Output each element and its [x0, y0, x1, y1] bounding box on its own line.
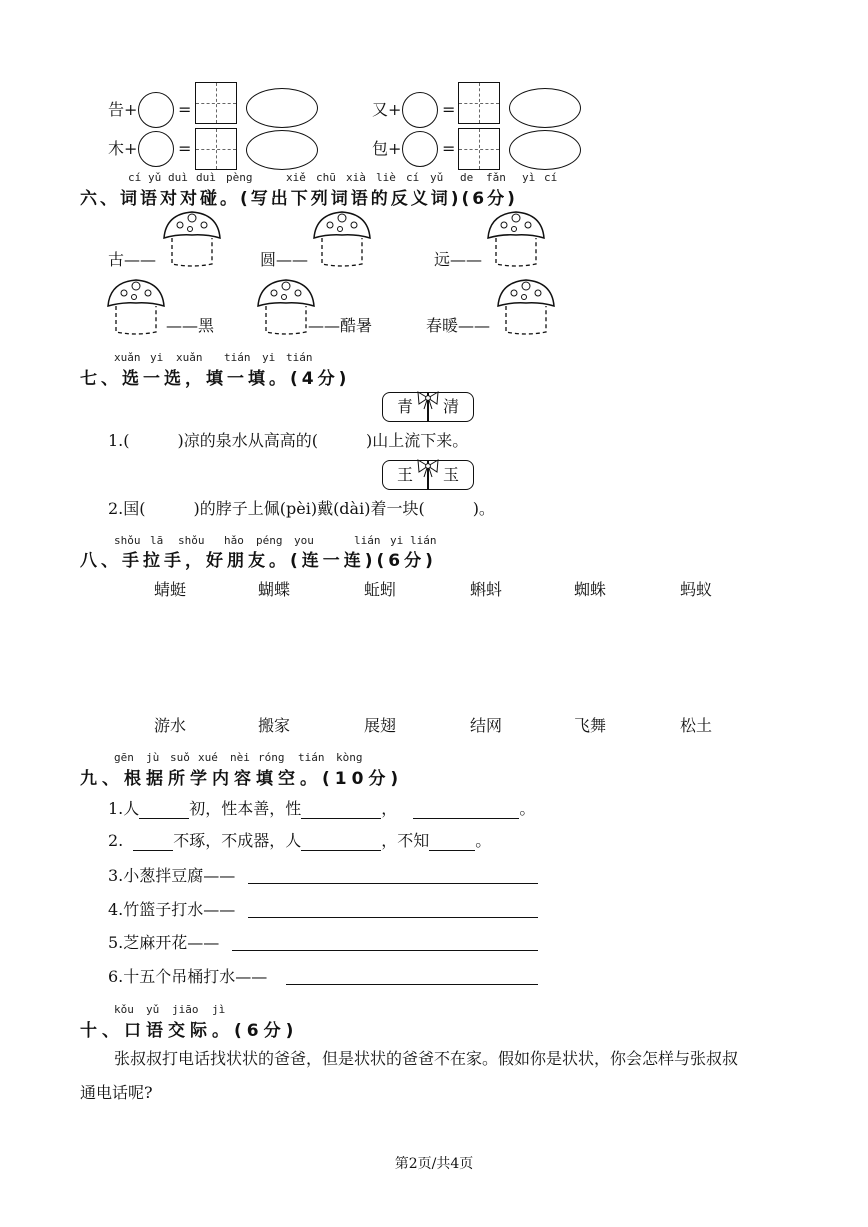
- pinyin: kòng: [336, 751, 363, 764]
- tian-grid-box[interactable]: [195, 82, 237, 124]
- pinyin: pèng: [226, 171, 253, 184]
- bow-icon: [416, 390, 440, 410]
- pinyin: tián: [224, 351, 251, 364]
- answer-oval[interactable]: [509, 130, 581, 170]
- section-title: 八、手拉手，好朋友。(连一连)(6分): [80, 551, 437, 571]
- equals-sign: =: [442, 100, 456, 119]
- fill-question: [108, 831, 491, 851]
- pinyin: jiāo: [172, 1003, 199, 1016]
- match-word-bottom[interactable]: 搬家: [258, 716, 291, 735]
- tian-grid-box[interactable]: [195, 128, 237, 170]
- compose-label: 告+: [108, 100, 138, 119]
- fill-question: 1.( )凉的泉水从高高的( )山上流下来。: [108, 431, 469, 450]
- pinyin: nèi: [230, 751, 250, 764]
- mushroom-icon[interactable]: [104, 276, 168, 338]
- match-word-top[interactable]: 蜻蜓: [154, 580, 187, 599]
- question-text: ，: [381, 799, 398, 818]
- pinyin: you: [294, 534, 314, 547]
- pinyin: de: [460, 171, 474, 184]
- bow-icon: [416, 458, 440, 478]
- answer-line[interactable]: [248, 882, 538, 884]
- section-title: 十、口语交际。(6分): [80, 1021, 299, 1041]
- pinyin: cí: [544, 171, 558, 184]
- pinyin: yì: [522, 171, 536, 184]
- answer-oval[interactable]: [246, 88, 318, 128]
- pinyin: chū: [316, 171, 336, 184]
- answer-blank[interactable]: [413, 802, 519, 819]
- match-word-top[interactable]: 蝴蝶: [258, 580, 291, 599]
- fill-question: 3.小葱拌豆腐——: [108, 866, 236, 885]
- choice-option[interactable]: 青: [382, 392, 428, 422]
- choice-option[interactable]: 玉: [428, 460, 474, 490]
- mushroom-icon[interactable]: [160, 208, 224, 270]
- pinyin: xuǎn: [114, 351, 141, 364]
- choice-pair: [382, 392, 474, 422]
- choice-option[interactable]: 清: [428, 392, 474, 422]
- match-word-top[interactable]: 蚂蚁: [680, 580, 713, 599]
- answer-oval[interactable]: [246, 130, 318, 170]
- antonym-prompt: ——酷暑: [308, 316, 373, 335]
- pinyin: yǔ: [148, 171, 162, 184]
- pinyin: tián: [298, 751, 325, 764]
- pinyin: jù: [146, 751, 160, 764]
- match-word-bottom[interactable]: 游水: [154, 716, 187, 735]
- pinyin: yi: [262, 351, 276, 364]
- question-text: 不琢，不成器，人: [173, 831, 302, 850]
- match-word-top[interactable]: 蚯蚓: [364, 580, 397, 599]
- pinyin: liè: [376, 171, 396, 184]
- match-word-bottom[interactable]: 飞舞: [574, 716, 607, 735]
- pinyin: yǔ: [146, 1003, 160, 1016]
- pinyin: duì: [168, 171, 188, 184]
- answer-blank[interactable]: [133, 834, 173, 851]
- match-word-bottom[interactable]: 展翅: [364, 716, 397, 735]
- fill-question: 6.十五个吊桶打水——: [108, 967, 268, 986]
- equals-sign: =: [442, 139, 456, 158]
- pinyin: yi: [150, 351, 164, 364]
- pinyin: shǒu: [178, 534, 205, 547]
- question-text: 2.: [108, 831, 124, 850]
- pinyin: tián: [286, 351, 313, 364]
- compose-label: 木+: [108, 139, 138, 158]
- pinyin: xué: [198, 751, 218, 764]
- antonym-prompt: ——黑: [166, 316, 215, 335]
- pinyin: cí: [406, 171, 420, 184]
- compose-label: 包+: [372, 139, 402, 158]
- pinyin: kǒu: [114, 1003, 134, 1016]
- tian-grid-box[interactable]: [458, 82, 500, 124]
- pinyin: yi: [390, 534, 404, 547]
- paragraph-line: 通电话呢?: [80, 1083, 153, 1102]
- pinyin: gēn: [114, 751, 134, 764]
- fill-question: 4.竹篮子打水——: [108, 900, 236, 919]
- pinyin: xiě: [286, 171, 306, 184]
- pinyin: xià: [346, 171, 366, 184]
- tian-grid-box[interactable]: [458, 128, 500, 170]
- pinyin: duì: [196, 171, 216, 184]
- pinyin: shǒu: [114, 534, 141, 547]
- answer-circle[interactable]: [138, 92, 174, 128]
- equals-sign: =: [178, 100, 192, 119]
- match-word-bottom[interactable]: 结网: [470, 716, 503, 735]
- match-word-bottom[interactable]: 松土: [680, 716, 713, 735]
- pinyin: jì: [212, 1003, 226, 1016]
- antonym-prompt: 圆——: [260, 250, 309, 269]
- pinyin: róng: [258, 751, 285, 764]
- pinyin: suǒ: [170, 751, 190, 764]
- pinyin: lā: [150, 534, 164, 547]
- question-text: ，不知: [381, 831, 430, 850]
- pinyin: lián: [410, 534, 437, 547]
- equals-sign: =: [178, 139, 192, 158]
- fill-question: 5.芝麻开花——: [108, 933, 220, 952]
- compose-label: 又+: [372, 100, 402, 119]
- answer-line[interactable]: [232, 949, 538, 951]
- pinyin: cí: [128, 171, 142, 184]
- choice-option[interactable]: 王: [382, 460, 428, 490]
- fill-question: [108, 799, 535, 819]
- pinyin: hǎo: [224, 534, 244, 547]
- answer-line[interactable]: [248, 916, 538, 918]
- paragraph-line: 张叔叔打电话找状状的爸爸，但是状状的爸爸不在家。假如你是状状，你会怎样与张叔叔: [114, 1049, 739, 1068]
- answer-blank[interactable]: [139, 802, 189, 819]
- antonym-prompt: 春暖——: [426, 316, 491, 335]
- mushroom-icon[interactable]: [484, 208, 548, 270]
- antonym-prompt: 古——: [108, 250, 157, 269]
- section-title: 六、词语对对碰。(写出下列词语的反义词)(6分): [80, 189, 518, 209]
- antonym-prompt: 远——: [434, 250, 483, 269]
- mushroom-icon[interactable]: [254, 276, 318, 338]
- answer-oval[interactable]: [509, 88, 581, 128]
- question-text: 1.人: [108, 799, 140, 818]
- section-title: 九、根据所学内容填空。(10分): [80, 769, 404, 789]
- question-text: 。: [519, 799, 536, 818]
- fill-question: 2.国( )的脖子上佩(pèi)戴(dài)着一块( )。: [108, 499, 495, 518]
- page-number: 第2页/共4页: [394, 1156, 474, 1172]
- answer-circle[interactable]: [402, 131, 438, 167]
- pinyin: fǎn: [486, 171, 506, 184]
- match-word-top[interactable]: 蝌蚪: [470, 580, 503, 599]
- answer-circle[interactable]: [402, 92, 438, 128]
- match-word-top[interactable]: 蜘蛛: [574, 580, 607, 599]
- mushroom-icon[interactable]: [310, 208, 374, 270]
- question-text: 。: [475, 831, 492, 850]
- answer-line[interactable]: [286, 983, 538, 985]
- section-title: 七、选一选，填一填。(4分): [80, 369, 351, 389]
- answer-blank[interactable]: [301, 834, 381, 851]
- mushroom-icon[interactable]: [494, 276, 558, 338]
- choice-pair: [382, 460, 474, 490]
- answer-blank[interactable]: [301, 802, 381, 819]
- pinyin: lián: [354, 534, 381, 547]
- answer-blank[interactable]: [429, 834, 475, 851]
- question-text: 初，性本善，性: [189, 799, 302, 818]
- pinyin: péng: [256, 534, 283, 547]
- pinyin: xuǎn: [176, 351, 203, 364]
- pinyin: yǔ: [430, 171, 444, 184]
- answer-circle[interactable]: [138, 131, 174, 167]
